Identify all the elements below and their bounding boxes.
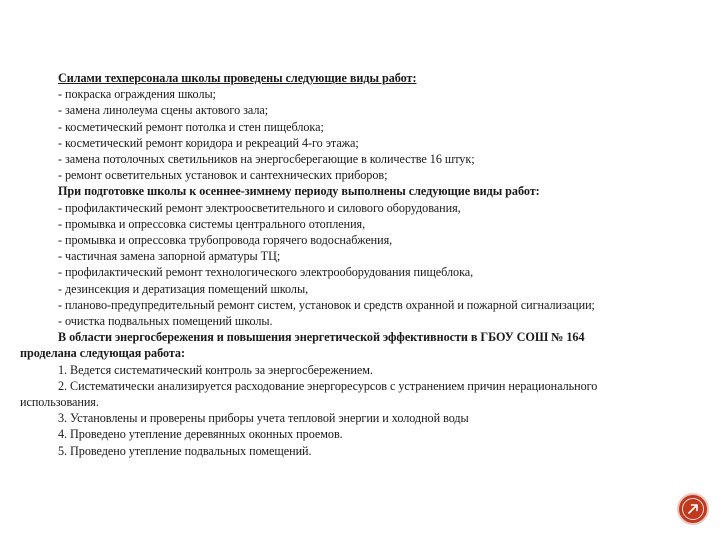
list-item: - косметический ремонт коридора и рекреаций 4-го этажа; — [58, 135, 359, 150]
list-item: - косметический ремонт потолка и стен пищеблока; — [58, 119, 324, 134]
list-item: - промывка и опрессовка системы центрального отопления, — [58, 216, 366, 231]
numbered-item: 4. Проведено утепление деревянных оконных проемов. — [58, 427, 343, 442]
next-slide-button[interactable] — [677, 493, 709, 525]
numbered-item-cont: использования. — [20, 395, 99, 410]
list-item: - промывка и опрессовка трубопровода горячего водоснабжения, — [58, 233, 393, 248]
numbered-item: 3. Установлены и проверены приборы учета тепловой энергии и холодной воды — [58, 411, 469, 426]
list-item: - замена потолочных светильников на энергосберегающие в количестве 16 штук; — [58, 152, 475, 167]
list-item: - покраска ограждения школы; — [58, 87, 216, 102]
list-item: - частичная замена запорной арматуры ТЦ; — [58, 249, 281, 264]
section3-heading: В области энергосбережения и повышения энергетической эффективности в ГБОУ СОШ № 164 — [58, 330, 585, 345]
list-item: - профилактический ремонт технологического электрооборудования пищеблока, — [58, 265, 474, 280]
list-item: - ремонт осветительных установок и сантехнических приборов; — [58, 168, 388, 183]
list-item: - замена линолеума сцены актового зала; — [58, 103, 269, 118]
list-item: - планово-предупредительный ремонт систем, установок и средств охранной и пожарной сигнализации; — [58, 297, 595, 312]
section1-heading: Силами техперсонала школы проведены следующие виды работ: — [58, 71, 417, 85]
numbered-item: 2. Систематически анализируется расходование энергоресурсов с устранением причин нерационального — [58, 378, 598, 393]
section2-heading: При подготовке школы к осеннее-зимнему периоду выполнены следующие виды работ: — [58, 184, 540, 199]
numbered-item: 5. Проведено утепление подвальных помещений. — [58, 443, 312, 458]
list-item: - профилактический ремонт электроосветительного и силового оборудования, — [58, 200, 461, 215]
list-item: - очистка подвальных помещений школы. — [58, 314, 273, 329]
arrow-icon — [687, 503, 699, 515]
report-text — [20, 70, 700, 459]
section3-heading-cont: проделана следующая работа: — [20, 346, 185, 361]
list-item: - дезинсекция и дератизация помещений школы, — [58, 281, 309, 296]
numbered-item: 1. Ведется систематический контроль за энергосбережением. — [58, 362, 373, 377]
